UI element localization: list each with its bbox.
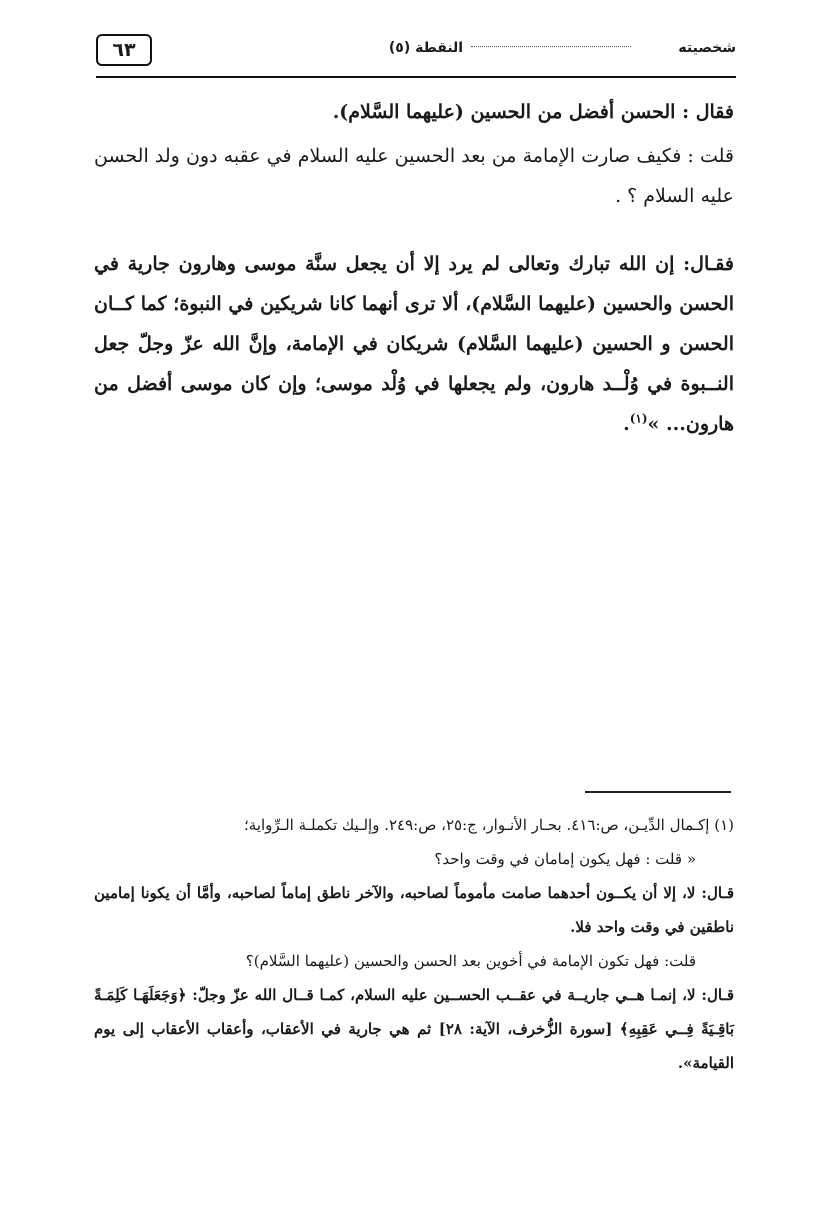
page-number: ٦٣ — [96, 34, 152, 66]
footnote-rule — [585, 791, 731, 793]
paragraph-gap — [94, 220, 734, 244]
answer-text: فقـال: إن الله تبارك وتعالى لم يرد إلا أن يجعل سنَّة موسى وهارون جارية في الحسن والحسين (عليهما السَّلام)، ألا ترى أنهما كانا شريكين في النبوة؛ كما كــان الحسن و الحسين (عليهما السَّلام) شريكان في الإمامة، وإنَّ الله عزّ وجلّ جعل النــبوة في وُلْــد هارون، ولم يجعلها في وُلْد موسى؛ وإن كان موسى أفضل من هارون... » — [94, 253, 734, 435]
paragraph-answer: فقـال: إن الله تبارك وتعالى لم يرد إلا أن يجعل سنَّة موسى وهارون جارية في الحسن والحسين (عليهما السَّلام)، ألا ترى أنهما كانا شريكين في النبوة؛ كما كــان الحسن و الحسين (عليهما السَّلام) شريكان في الإمامة، وإنَّ الله عزّ وجلّ جعل النــبوة في وُلْــد هارون، ولم يجعلها في وُلْد موسى؛ وإن كان موسى أفضل من هارون... »$^{(١)}$. — [94, 253, 734, 435]
section-title: النقطة (٥) — [388, 40, 464, 56]
main-text — [94, 92, 734, 444]
paragraph-q2: قلت : فكيف صارت الإمامة من بعد الحسين عليه السلام في عقبه دون ولد الحسن عليه السلام ؟ . — [94, 145, 734, 207]
footnote-question-1: « قلت : فهل يكون إمامان في وقت واحد؟ — [434, 850, 696, 868]
running-head: شخصيته — [678, 40, 736, 56]
header-rule — [96, 76, 736, 78]
footnote-source: (١) إكـمال الدِّيـن، ص:٤١٦. بحـار الأنـوار، ج:٢٥، ص:٢٤٩. وإلـيك تكملـة الـرِّواية؛ — [244, 816, 734, 834]
footnote-answer-2: قـال: لا، إنمـا هــي جاريــة في عقــب الحســين عليه السلام، كمـا قــال الله عزّ وجلّ: ﴿وَجَعَلَهَـا كَلِمَـةً بَاقِـيَةً فِــي عَقِبِهِ﴾ [سورة الزُّخرف، الآية: ٢٨] ثم هي جارية في الأعقاب، وأعقاب الأعقاب إلى يوم القيامة». — [94, 986, 735, 1072]
page-header — [96, 30, 736, 78]
paragraph-q1: فقال : الحسن أفضل من الحسين (عليهما السَّلام). — [332, 101, 734, 123]
header-dotted-leader — [471, 46, 631, 47]
footnotes — [94, 808, 734, 1080]
footnote-answer-1: قـال: لا، إلا أن يكــون أحدهما صامت مأموماً لصاحبه، والآخر ناطق إماماً لصاحبه، وأمَّا أن يكونا إمامين ناطقين في وقت واحد فلا. — [94, 884, 734, 936]
footnote-mark[interactable]: (١) — [629, 411, 648, 426]
footnote-question-2: قلت: فهل تكون الإمامة في أخوين بعد الحسن والحسين (عليهما السَّلام)؟ — [245, 952, 696, 970]
